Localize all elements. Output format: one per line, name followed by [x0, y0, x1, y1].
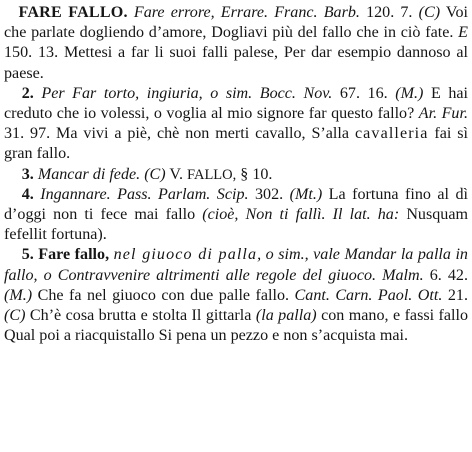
quotation: E hai creduto che io volessi, o voglia al mio signore far questo fallo? — [4, 84, 469, 123]
sense-5 — [4, 245, 468, 346]
citation-ref: 6. 42. — [429, 266, 469, 284]
latin-quote: Nusquam fefellit fortuna). — [4, 206, 468, 244]
citation-ref: 302. — [254, 185, 284, 203]
quotation-aside: (la palla) — [255, 307, 317, 325]
source-abbrev: E — [458, 24, 468, 42]
sense-1 — [4, 3, 468, 84]
sense-number: 5. — [21, 246, 34, 264]
context-tail: , o sim., — [257, 246, 309, 264]
dictionary-entry — [4, 3, 468, 346]
sense-4 — [4, 185, 468, 246]
source-mark: (C) — [418, 4, 441, 21]
source-mark: (C) — [144, 165, 166, 183]
quotation: Mettesi a far li suoi falli palese, Per dar esempio dannoso al paese. — [4, 44, 468, 82]
citation-ref: 67. 16. — [339, 84, 388, 102]
source-mark: (M.) — [395, 84, 424, 102]
see-also-word: FALLO, — [187, 166, 237, 183]
quotation: Ma vivi a piè, chè non merti cavallo, S’alla — [56, 125, 350, 143]
definition: Fare errore, Errare. Franc. Barb. — [133, 4, 360, 21]
context: nel giuoco di palla — [113, 246, 258, 264]
quotation: La fortuna fino al dì d’oggi non ti fece mai fallo — [4, 185, 468, 224]
quotation: Voi che parlate dogliendo d’amore, Dogliavi più del fallo che in ciò fate. — [4, 4, 468, 42]
see-also-ref: § 10. — [240, 165, 273, 183]
definition: Per Far torto, ingiuria, o sim. Bocc. Nov. — [41, 84, 333, 102]
sense-3 — [4, 165, 468, 185]
definition-word: fallo — [4, 266, 34, 284]
see-also: V. — [169, 165, 183, 183]
sense-number: 3. — [21, 165, 34, 183]
definition: vale Mandar la palla in — [313, 246, 468, 264]
sense-number: 2. — [21, 84, 34, 102]
quotation: fai sì gran fallo. — [4, 125, 468, 163]
citation-ref: 120. 7. — [366, 4, 413, 21]
quotation: con mano, e fassi fallo Qual poi a riacquistallo Si pena un pezzo e non s’acquista mai. — [4, 307, 469, 345]
source-mark: (Mt.) — [289, 185, 323, 203]
source-mark: (M.) — [4, 286, 33, 304]
sense-2 — [4, 84, 468, 165]
citation-ref: 31. 97. — [4, 125, 51, 143]
citation-ref: 150. 13. — [4, 44, 59, 62]
source-abbrev: Ar. Fur. — [418, 105, 468, 123]
source-mark: (C) — [4, 307, 26, 325]
spaced-word: cavalleria — [354, 125, 429, 143]
definition: Ingannare. Pass. Parlam. Scip. — [40, 185, 249, 203]
headword: FARE FALLO. — [18, 4, 128, 21]
gloss: (cioè, Non ti fallì. Il lat. ha: — [202, 206, 400, 224]
phrase: Fare fallo, — [38, 246, 110, 264]
definition: Mancar di fede. — [37, 165, 141, 183]
quotation: Ch’è cosa brutta e stolta Il gittarla — [29, 307, 252, 325]
citation-ref: 21. — [447, 286, 468, 304]
quotation: Che fa nel giuoco con due palle fallo. — [37, 286, 290, 304]
source-abbrev: Cant. Carn. Paol. Ott. — [294, 286, 443, 304]
sense-number: 4. — [21, 185, 34, 203]
definition: , o Contravvenire altrimenti alle regole del giuoco. Malm. — [33, 266, 424, 284]
